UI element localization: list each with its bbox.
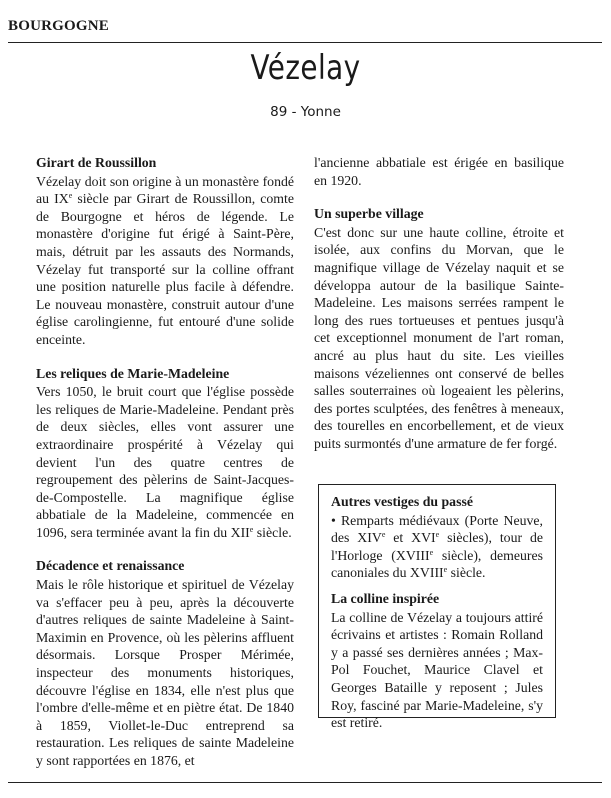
section-village [314, 205, 564, 452]
section-girart [36, 154, 294, 349]
text-run: Remparts médiévaux (Porte Neuve, des XIV [331, 512, 543, 546]
section-title-reliques: Les reliques de Marie-Madeleine [36, 365, 230, 381]
superscript: e [443, 565, 448, 575]
text-run: siècle. [253, 524, 292, 540]
section-title-decadence: Décadence et renaissance [36, 558, 185, 574]
section-title-girart: Girart de Roussillon [36, 155, 157, 170]
left-column [36, 154, 294, 786]
sidebar-box [318, 484, 556, 731]
superscript: e [249, 524, 254, 534]
footer-rule [8, 782, 602, 783]
paragraph-decadence: Mais le rôle historique et spirituel de Vézelay va s'effacer peu à peu, après la découverte d'autres reliques de sainte Madeleine à Saint-Maximin en Provence, où les pèlerins affluent désormais. Lorsque Prosper Mérimée, inspecteur des monuments historiques, découvre l'église en 1834, elle n'est plus que l'ombre d'elle-même et en piètre état. De 1840 à 1859, Viollet-le-Duc entreprend sa restauration. Les reliques de sainte Madeleine y sont rapportées en 1876, et [36, 577, 294, 768]
page-subtitle: 89 - Yonne [270, 104, 341, 120]
paragraph-colline: La colline de Vézelay a toujours attiré écrivains et artistes : Romain Rolland y a passé ses dernières années ; Max-Pol Fouchet, Maurice Clavel et Georges Bataille y reposent ; Jules Roy, fasciné par Marie-Madeleine, s'y est retiré. [331, 609, 543, 731]
superscript: e [435, 530, 440, 540]
section-continuation [314, 154, 564, 189]
bullet-icon: • [331, 512, 336, 528]
text-run: Vers 1050, le bruit court que l'église possède les reliques de Marie-Madeleine. Pendant près de deux siècles, elles vont assurer une extraordinaire prospérité à Vézelay qui devient l'un des quatre centres de regroupement des pèlerins de Saint-Jacques-de-Compostelle. La magnifique église abbatiale de la Madeleine, commencée en 1096, sera terminée avant la fin du XII [36, 384, 294, 540]
paragraph-village: C'est donc sur une haute colline, étroite et isolée, aux confins du Morvan, que le magnifique village de Vézelay naquit et se développa autour de la basilique Sainte-Madeleine. Les maisons serrées rampent le long des rues tortueuses et pentues jusqu'à cet exceptionnel monument de l'art roman, ancré au plus haut du site. Les vieilles maisons vézeliennes ont conservé de belles salles souterraines où logeaient les pèlerins, des portes sculptées, des fenêtres à meneaux, des tourelles en encorbellement, et de vieux puits surmontés d'une armature de fer forgé. [314, 224, 564, 451]
superscript: e [68, 191, 73, 201]
text-run: siècle), demeures canoniales du XVIII [331, 547, 543, 581]
box-title-colline: La colline inspirée [331, 590, 440, 606]
superscript: e [429, 547, 434, 557]
section-decadence [36, 557, 294, 769]
header-rule-top [8, 42, 602, 43]
text-run: siècle par Girart de Roussillon, comte de Bourgogne et héros de légende. Le monastère d'origine fut érigé à Saint-Père, mais, détruit par les assauts des Normands, Vézelay fut transporté sur la colline offrant une position naturelle plus facile à défendre. Le nouveau monastère, construit autour d'une église carolingienne, fut entouré d'une solide enceinte. [36, 191, 294, 347]
text-run: siècle. [447, 565, 486, 581]
paragraph-girart [36, 173, 294, 349]
region-heading: BOURGOGNE [8, 18, 109, 34]
page-title: Vézelay [250, 48, 361, 88]
superscript: e [381, 530, 386, 540]
text-run: Vézelay doit son origine à un monastère fondé au IX [36, 173, 294, 207]
section-reliques [36, 365, 294, 542]
text-run: siècles), tour de l'Horloge (XVIII [331, 530, 543, 563]
right-column [314, 154, 564, 469]
section-title-village: Un superbe village [314, 206, 424, 222]
paragraph-reliques [36, 383, 294, 541]
bullet-vestiges [331, 512, 543, 582]
text-run: et XVI [385, 530, 436, 546]
paragraph-continuation: l'ancienne abbatiale est érigée en basilique en 1920. [314, 155, 564, 188]
box-title-vestiges: Autres vestiges du passé [331, 494, 473, 509]
